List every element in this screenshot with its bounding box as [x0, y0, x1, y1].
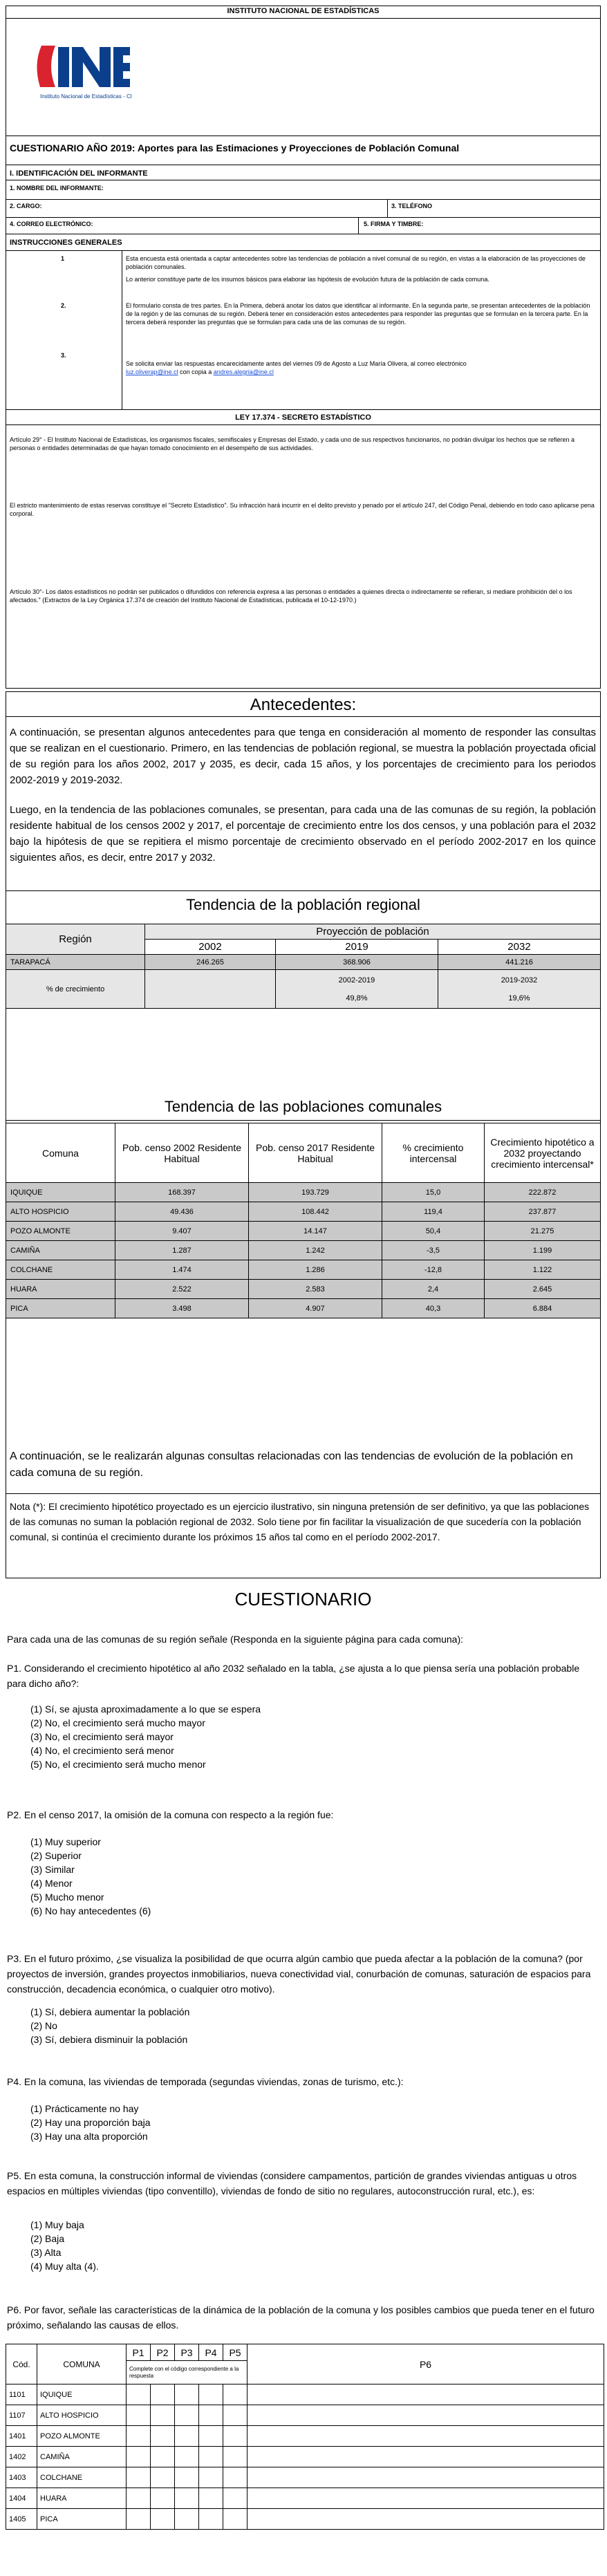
- p3-options: [7, 2005, 574, 2046]
- growth-1: 49,8%: [346, 993, 368, 1002]
- p3-option-3: (3) Sí, debiera disminuir la población: [30, 2034, 188, 2045]
- instruction-number-2: 2.: [61, 302, 66, 309]
- growth-empty-cell: [145, 970, 276, 1009]
- p1-option-5: (5) No, el crecimiento será mucho menor: [30, 1759, 206, 1770]
- questionnaire-intro: Para cada una de las comunas de su región señale (Responda en la siguiente página para cada comuna):: [7, 1634, 463, 1645]
- law-strict: El estricto mantenimiento de estas reservas constituye el "Secreto Estadístico". Su infracción hará incurrir en el delito previsto y penado por el artículo 247, del Código Penal, debiendo en todo caso aplicarse pena corporal.: [10, 502, 595, 517]
- growth-2: 19,6%: [508, 993, 530, 1002]
- answer-comuna: IQUIQUE: [37, 2384, 127, 2405]
- answer-p2-cell[interactable]: [151, 2447, 175, 2467]
- answer-p6-cell[interactable]: [248, 2488, 604, 2509]
- law-article-29: Artículo 29° - El Instituto Nacional de Estadísticas, los organismos fiscales, semifiscales y Empresas del Estado, y cada uno de sus respectivos funcionarios, no podrán divulgar los hechos que se refieren a personas o entidades determinadas de que hayan tomado conocimiento en el desempeño de sus actividades.: [10, 436, 575, 451]
- answer-p5-cell[interactable]: [223, 2509, 248, 2530]
- logo-subtitle: Instituto Nacional de Estadísticas - Chile: [40, 93, 131, 100]
- answer-row: [6, 2426, 604, 2447]
- answer-comuna: COLCHANE: [37, 2467, 127, 2488]
- year-2032: 2032: [438, 940, 600, 955]
- pop-2002: 2.522: [115, 1280, 249, 1299]
- answer-row: [6, 2384, 604, 2405]
- regional-title: Tendencia de la población regional: [186, 896, 420, 913]
- answer-row: [6, 2447, 604, 2467]
- answer-p3-cell[interactable]: [175, 2405, 199, 2426]
- p2-option-5: (5) Mucho menor: [30, 1892, 104, 1903]
- communal-table: [6, 1123, 601, 1318]
- p3-option-2: (2) No: [30, 2020, 57, 2031]
- antecedentes-title: Antecedentes:: [250, 696, 357, 714]
- p5-option-4: (4) Muy alta (4).: [30, 2261, 99, 2272]
- answer-p6-cell[interactable]: [248, 2509, 604, 2530]
- field-phone-label: 3. TELÉFONO: [391, 203, 433, 209]
- pop-2002: 1.474: [115, 1260, 249, 1280]
- institute-title: INSTITUTO NACIONAL DE ESTADÍSTICAS: [227, 7, 380, 15]
- p2-option-1: (1) Muy superior: [30, 1836, 101, 1847]
- pop-2002: 168.397: [115, 1183, 249, 1202]
- answer-p6-cell[interactable]: [248, 2384, 604, 2405]
- pop-2032: 1.199: [485, 1241, 601, 1260]
- col-p5: P5: [223, 2344, 248, 2361]
- answer-row: [6, 2405, 604, 2426]
- p1-option-2: (2) No, el crecimiento será mucho mayor: [30, 1717, 205, 1728]
- p4-option-1: (1) Prácticamente no hay: [30, 2103, 139, 2114]
- questionnaire-title: CUESTIONARIO AÑO 2019: Aportes para las Estimaciones y Proyecciones de Población Comunal: [10, 142, 460, 153]
- answer-p3-cell[interactable]: [175, 2488, 199, 2509]
- table-row: [6, 1183, 601, 1202]
- answer-cod: 1404: [6, 2488, 37, 2509]
- answer-p2-cell[interactable]: [151, 2509, 175, 2530]
- answer-p5-cell[interactable]: [223, 2447, 248, 2467]
- region-header: Región: [6, 924, 145, 955]
- instruction-3-text: Se solicita enviar las respuestas encarecidamente antes del viernes 09 de Agosto a Luz María Olivera, al correo electrónico: [126, 360, 467, 367]
- col-p2: P2: [151, 2344, 175, 2361]
- p1-option-3: (3) No, el crecimiento será mayor: [30, 1731, 174, 1742]
- commune-name: COLCHANE: [6, 1260, 115, 1280]
- commune-name: IQUIQUE: [6, 1183, 115, 1202]
- col-pop-2002: Pob. censo 2002 Residente Habitual: [115, 1123, 249, 1183]
- year-2019: 2019: [275, 940, 438, 955]
- instruction-3-mid: con copia a: [178, 368, 214, 375]
- p5-option-2: (2) Baja: [30, 2233, 65, 2244]
- region-pop-2032: 441.216: [438, 955, 600, 970]
- pop-2032: 21.275: [485, 1222, 601, 1241]
- p3-option-1: (1) Sí, debiera aumentar la población: [30, 2006, 190, 2017]
- instruction-3: [126, 360, 596, 376]
- pop-2002: 9.407: [115, 1222, 249, 1241]
- answer-p5-cell[interactable]: [223, 2405, 248, 2426]
- p1-option-4: (4) No, el crecimiento será menor: [30, 1745, 174, 1756]
- answer-p2-cell[interactable]: [151, 2426, 175, 2447]
- growth-pct: 50,4: [382, 1222, 485, 1241]
- answer-cod: 1101: [6, 2384, 37, 2405]
- col-p4: P4: [199, 2344, 223, 2361]
- answer-p5-cell[interactable]: [223, 2488, 248, 2509]
- answer-p2-cell[interactable]: [151, 2384, 175, 2405]
- identification-title: I. IDENTIFICACIÓN DEL INFORMANTE: [10, 169, 148, 178]
- answer-comuna: POZO ALMONTE: [37, 2426, 127, 2447]
- answer-cod: 1402: [6, 2447, 37, 2467]
- law-article-30: Artículo 30°- Los datos estadísticos no podrán ser publicados o difundidos con referencia expresa a las personas o entidades a quienes directa o indirectamente se refieran, si mediare prohibición del o los afectados." (Extractos de la Ley Orgánica 17.374 de creación del Instituto Nacional de Estadísticas, publicada el 10-12-1970.): [10, 588, 572, 604]
- answer-p6-cell[interactable]: [248, 2467, 604, 2488]
- answer-cod: 1401: [6, 2426, 37, 2447]
- p5-option-3: (3) Alta: [30, 2247, 62, 2258]
- p5-options: [7, 2218, 574, 2273]
- answer-comuna: CAMIÑA: [37, 2447, 127, 2467]
- email-link-1[interactable]: luz.oliverap@ine.cl: [126, 368, 178, 375]
- answer-comuna: ALTO HOSPICIO: [37, 2405, 127, 2426]
- instruction-number-1: 1: [61, 255, 65, 262]
- p1-options: [7, 1702, 574, 1771]
- answer-p4-cell[interactable]: [199, 2384, 223, 2405]
- antecedentes-paragraph-2: Luego, en la tendencia de las poblaciones comunales, se presentan, para cada una de las comunas de su región, la población residente habitual de los censos 2002 y 2017, el porcentaje de crecimiento entre los dos censos, y una población para el 2032 bajo la hipótesis de que se repitiera el mismo porcentaje de crecimiento observado en el período 2002-2017 en los quince siguientes años, es decir, entre 2017 y 2032.: [10, 804, 596, 864]
- followup-text: A continuación, se le realizarán algunas consultas relacionadas con las tendencias de evolución de la población en cada comuna de su región.: [10, 1450, 573, 1479]
- answer-p2-cell[interactable]: [151, 2405, 175, 2426]
- field-signature-label: 5. FIRMA Y TIMBRE:: [364, 221, 424, 227]
- answer-cod: 1107: [6, 2405, 37, 2426]
- col-hypothetical: Crecimiento hipotético a 2032 proyectando crecimiento intercensal*: [485, 1123, 601, 1183]
- answer-p1-cell[interactable]: [127, 2426, 151, 2447]
- email-link-2[interactable]: andres.alegria@ine.cl: [213, 368, 274, 375]
- field-email-label: 4. CORREO ELECTRÓNICO:: [10, 221, 93, 227]
- growth-pct: 15,0: [382, 1183, 485, 1202]
- commune-name: POZO ALMONTE: [6, 1222, 115, 1241]
- p4-options: [7, 2102, 574, 2143]
- answer-p5-cell[interactable]: [223, 2384, 248, 2405]
- pop-2032: 6.884: [485, 1299, 601, 1318]
- answer-p1-cell[interactable]: [127, 2488, 151, 2509]
- answer-p4-cell[interactable]: [199, 2467, 223, 2488]
- p2-option-4: (4) Menor: [30, 1878, 73, 1889]
- answer-p4-cell[interactable]: [199, 2488, 223, 2509]
- answer-comuna: HUARA: [37, 2488, 127, 2509]
- pop-2002: 3.498: [115, 1299, 249, 1318]
- col-p3: P3: [175, 2344, 199, 2361]
- p4-option-3: (3) Hay una alta proporción: [30, 2131, 148, 2142]
- answer-comuna: PICA: [37, 2509, 127, 2530]
- col-growth: % crecimiento intercensal: [382, 1123, 485, 1183]
- period-1: 2002-2019: [338, 976, 375, 984]
- growth-pct: -3,5: [382, 1241, 485, 1260]
- question-p3: P3. En el futuro próximo, ¿se visualiza la posibilidad de que ocurra algún cambio que pueda afectar a la población de la comuna? (por proyectos de inversión, grandes proyectos inmobiliarios, nueva conectividad vial, conurbación de comunas, saturación de espacios para construcción, decadencia económica, o cualquier otro motivo).: [7, 1953, 591, 1995]
- period-2: 2019-2032: [501, 976, 538, 984]
- regional-table: [6, 924, 601, 1009]
- p4-option-2: (2) Hay una proporción baja: [30, 2117, 151, 2128]
- table-row: [6, 1280, 601, 1299]
- growth-period-2: [438, 970, 600, 1009]
- answer-p3-cell[interactable]: [175, 2426, 199, 2447]
- pop-2017: 108.442: [249, 1202, 382, 1222]
- answer-p2-cell[interactable]: [151, 2467, 175, 2488]
- p1-option-1: (1) Sí, se ajusta aproximadamente a lo que se espera: [30, 1704, 261, 1715]
- antecedentes-paragraph-1: A continuación, se presentan algunos antecedentes para que tenga en consideración al momento de responder las consultas que se realizan en el cuestionario. Primero, en las tendencias de población regional, se muestra la población proyectada oficial de su región para los años 2002, 2017 y 2035, es decir, cada 15 años, y los porcentajes de crecimiento para los periodos 2002-2019 y 2019-2032.: [10, 727, 596, 786]
- growth-pct: 40,3: [382, 1299, 485, 1318]
- answer-p1-cell[interactable]: [127, 2384, 151, 2405]
- answer-p5-cell[interactable]: [223, 2467, 248, 2488]
- instruction-2: El formulario consta de tres partes. En la Primera, deberá anotar los datos que identificar al informante. En la segunda parte, se presentan antecedentes de la población de la región y de las comunas de su región. Deberá tener en consideración estos antecedentes para responder las preguntas que se formulan en la tercera parte. En la tercera deberá responder las preguntas que se formulan para cada una de las comunas de su región.: [126, 302, 590, 326]
- answer-p5-cell[interactable]: [223, 2426, 248, 2447]
- col-p6: P6: [248, 2344, 604, 2384]
- question-p4: P4. En la comuna, las viviendas de temporada (segundas viviendas, zonas de turismo, etc.):: [7, 2076, 404, 2087]
- field-name-label: 1. NOMBRE DEL INFORMANTE:: [10, 185, 104, 192]
- col-comuna: Comuna: [6, 1123, 115, 1183]
- col-p1: P1: [127, 2344, 151, 2361]
- pop-2017: 2.583: [249, 1280, 382, 1299]
- answer-p6-cell[interactable]: [248, 2447, 604, 2467]
- commune-name: CAMIÑA: [6, 1241, 115, 1260]
- p2-option-2: (2) Superior: [30, 1850, 82, 1861]
- answer-p1-cell[interactable]: [127, 2509, 151, 2530]
- col-pop-2017: Pob. censo 2017 Residente Habitual: [249, 1123, 382, 1183]
- table-row: [6, 1241, 601, 1260]
- instruction-1b: Lo anterior constituye parte de los insumos básicos para elaborar las hipótesis de evolución futura de la población de cada comuna.: [126, 276, 489, 283]
- answer-p6-cell[interactable]: [248, 2405, 604, 2426]
- region-pop-2002: 246.265: [145, 955, 276, 970]
- field-position-label: 2. CARGO:: [10, 203, 42, 209]
- p2-option-3: (3) Similar: [30, 1864, 75, 1875]
- answer-p6-cell[interactable]: [248, 2426, 604, 2447]
- table-row: [6, 1299, 601, 1318]
- hypothetical-note: Nota (*): El crecimiento hipotético proyectado es un ejercicio ilustrativo, sin ninguna pretensión de ser definitivo, ya que las poblaciones de las comunas no suman la población regional de 2032. Solo tiene por fin facilitar la visualización de que sucedería con la población comunal, si continúa el crecimiento durante los próximos 15 años tal como en el período 2002-2017.: [10, 1501, 590, 1542]
- pop-2032: 2.645: [485, 1280, 601, 1299]
- answer-p3-cell[interactable]: [175, 2467, 199, 2488]
- pop-2032: 237.877: [485, 1202, 601, 1222]
- instruction-number-3: 3.: [61, 352, 66, 359]
- table-row: [6, 1202, 601, 1222]
- pop-2017: 14.147: [249, 1222, 382, 1241]
- pop-2032: 222.872: [485, 1183, 601, 1202]
- commune-name: PICA: [6, 1299, 115, 1318]
- question-p5: P5. En esta comuna, la construcción informal de viviendas (considere campamentos, partición de grandes viviendas antiguas u otros espacios en múltiples viviendas (tipo conventillo), viviendas de fondo de sitio no regulares, autoconstrucción rural, etc.), es:: [7, 2170, 577, 2196]
- pop-2017: 1.242: [249, 1241, 382, 1260]
- region-name: TARAPACÁ: [6, 955, 145, 970]
- commune-name: HUARA: [6, 1280, 115, 1299]
- pop-2017: 1.286: [249, 1260, 382, 1280]
- year-2002: 2002: [145, 940, 276, 955]
- col-comuna-header: COMUNA: [37, 2344, 127, 2384]
- answer-cod: 1405: [6, 2509, 37, 2530]
- law-title: LEY 17.374 - SECRETO ESTADÍSTICO: [235, 413, 371, 422]
- questionnaire-heading: CUESTIONARIO: [234, 1589, 372, 1609]
- instruction-1a: Esta encuesta está orientada a captar antecedentes sobre las tendencias de población a nivel comunal de su región, en vistas a la elaboración de las proyecciones de población comunales.: [126, 255, 586, 270]
- growth-label: % de crecimiento: [6, 970, 145, 1009]
- answer-table: [6, 2344, 604, 2530]
- p2-options: [7, 1835, 574, 1918]
- p5-option-1: (1) Muy baja: [30, 2219, 84, 2230]
- question-p2: P2. En el censo 2017, la omisión de la comuna con respecto a la región fue:: [7, 1809, 334, 1820]
- ine-logo: [28, 33, 131, 109]
- answer-p3-cell[interactable]: [175, 2447, 199, 2467]
- instructions-title: INSTRUCCIONES GENERALES: [10, 239, 122, 247]
- table-row: [6, 1222, 601, 1241]
- answer-row: [6, 2509, 604, 2530]
- commune-name: ALTO HOSPICIO: [6, 1202, 115, 1222]
- question-p6: P6. Por favor, señale las características de la dinámica de la población de la comuna y los posibles cambios que pueda tener en el futuro próximo, señalando las causas de ellos.: [7, 2304, 595, 2331]
- answer-row: [6, 2488, 604, 2509]
- answer-p3-cell[interactable]: [175, 2384, 199, 2405]
- communal-title: Tendencia de las poblaciones comunales: [164, 1098, 442, 1115]
- pop-2017: 4.907: [249, 1299, 382, 1318]
- answer-cod: 1403: [6, 2467, 37, 2488]
- growth-pct: 2,4: [382, 1280, 485, 1299]
- answer-p1-cell[interactable]: [127, 2405, 151, 2426]
- pop-2002: 49.436: [115, 1202, 249, 1222]
- p2-option-6: (6) No hay antecedentes (6): [30, 1905, 151, 1916]
- answer-p3-cell[interactable]: [175, 2509, 199, 2530]
- answer-p4-cell[interactable]: [199, 2405, 223, 2426]
- pop-2002: 1.287: [115, 1241, 249, 1260]
- projection-header: Proyección de población: [145, 924, 601, 940]
- growth-period-1: [275, 970, 438, 1009]
- growth-pct: -12,8: [382, 1260, 485, 1280]
- answer-hint: Complete con el código correspondiente a la respuesta: [127, 2361, 248, 2384]
- question-p1: P1. Considerando el crecimiento hipotético al año 2032 señalado en la tabla, ¿se ajusta a lo que piensa sería una población probable para dicho año?:: [7, 1663, 580, 1689]
- pop-2032: 1.122: [485, 1260, 601, 1280]
- answer-row: [6, 2467, 604, 2488]
- answer-p1-cell[interactable]: [127, 2467, 151, 2488]
- col-cod-header: Cód.: [6, 2344, 37, 2384]
- growth-pct: 119,4: [382, 1202, 485, 1222]
- table-row: [6, 1260, 601, 1280]
- answer-p4-cell[interactable]: [199, 2447, 223, 2467]
- answer-p1-cell[interactable]: [127, 2447, 151, 2467]
- region-pop-2019: 368.906: [275, 955, 438, 970]
- answer-p2-cell[interactable]: [151, 2488, 175, 2509]
- pop-2017: 193.729: [249, 1183, 382, 1202]
- answer-p4-cell[interactable]: [199, 2426, 223, 2447]
- answer-p4-cell[interactable]: [199, 2509, 223, 2530]
